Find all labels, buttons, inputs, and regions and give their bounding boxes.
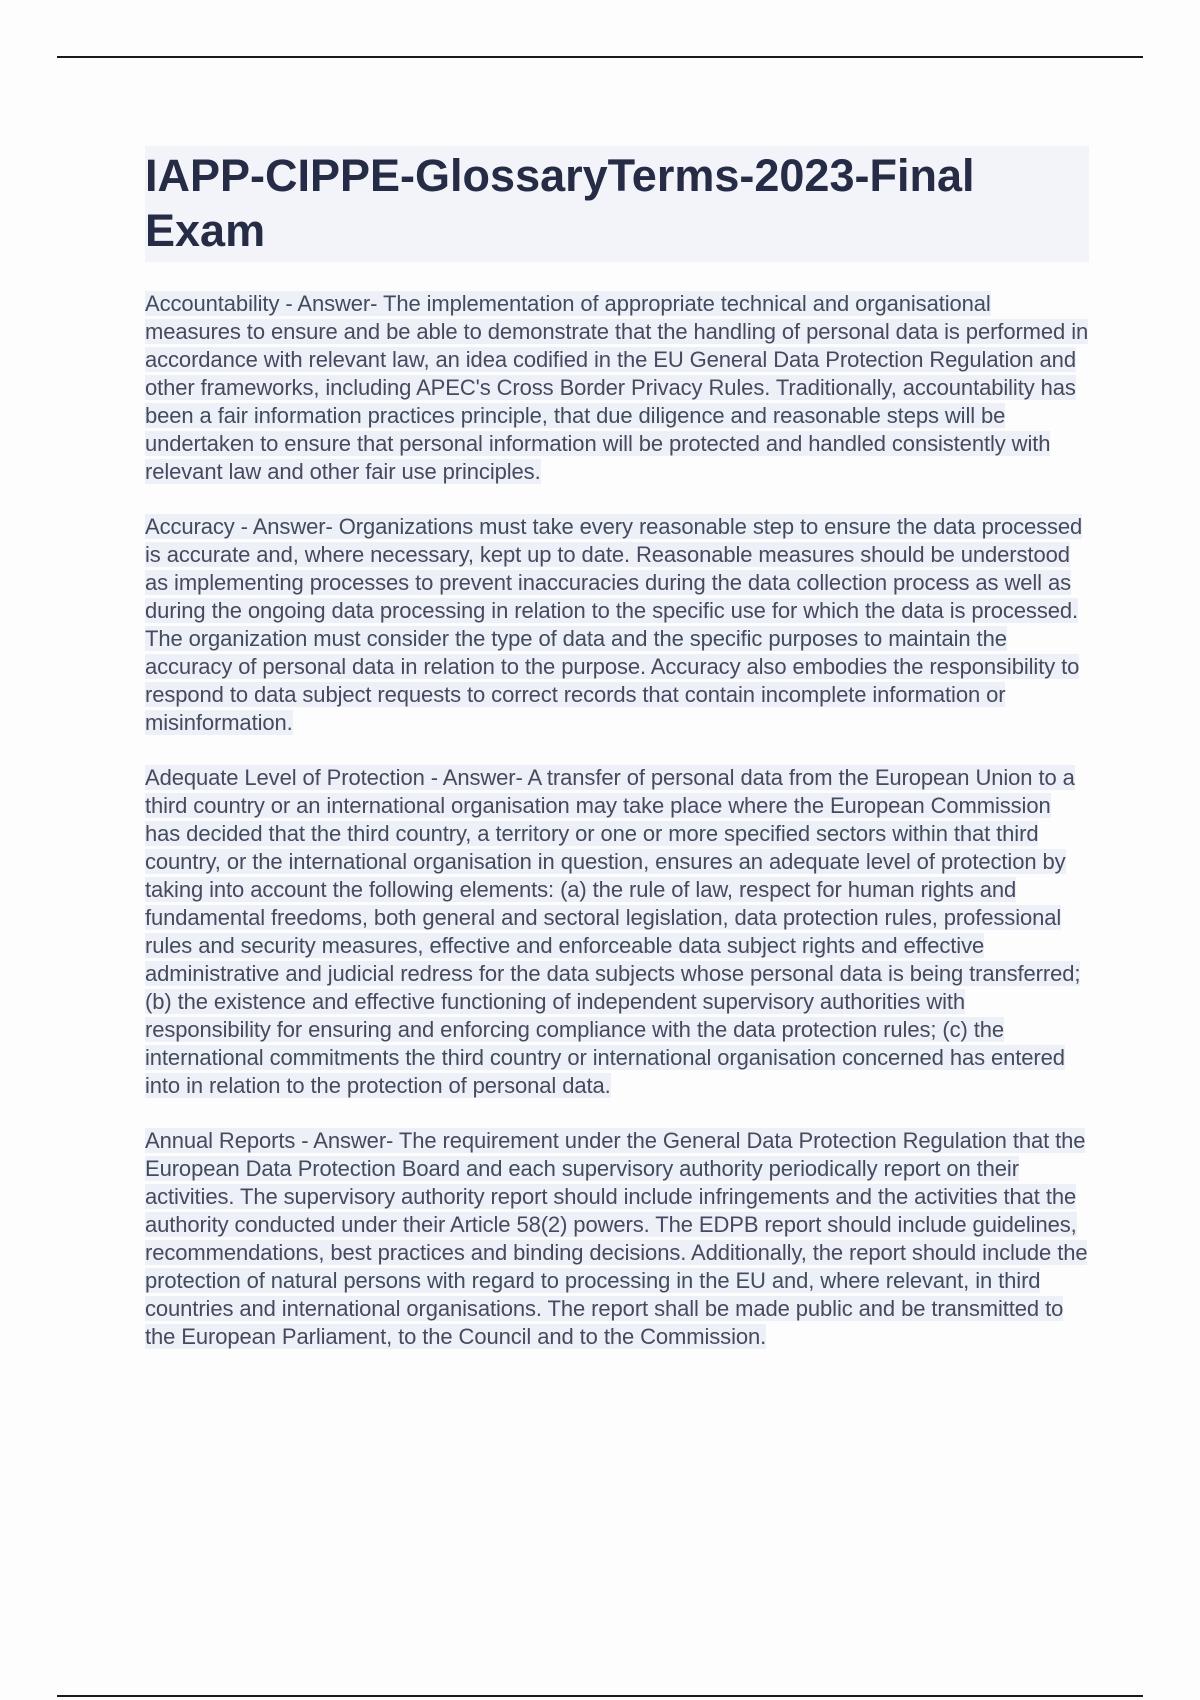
entry-text: Annual Reports - Answer- The requirement under the General Data Protection Regulation that the European Data Protection Board and each supervisory authority periodically report on their activities. The supervisory authority report should include infringements and the activities that the authority conducted under their Article 58(2) powers. The EDPB report should include guidelines, recommendations, best practices and binding decisions. Additionally, the report should include the protection of natural persons with regard to processing in the EU and, where relevant, in third countries and international organisations. The report shall be made public and be transmitted to the European Parliament, to the Council and to the Commission. bbox=[145, 1128, 1088, 1349]
glossary-entry-annual-reports bbox=[145, 1127, 1089, 1351]
page-title: IAPP-CIPPE-GlossaryTerms-2023-Final Exam bbox=[145, 150, 975, 256]
bottom-rule bbox=[57, 1695, 1143, 1697]
title-block bbox=[145, 146, 1089, 262]
glossary-entry-accountability bbox=[145, 290, 1089, 486]
glossary-entry-accuracy bbox=[145, 513, 1089, 737]
document-body bbox=[145, 146, 1089, 1378]
entry-text: Adequate Level of Protection - Answer- A transfer of personal data from the European Union to a third country or an international organisation may take place where the European Commission has decided that the third country, a territory or one or more specified sectors within that third country, or the international organisation in question, ensures an adequate level of protection by taking into account the following elements: (a) the rule of law, respect for human rights and fundamental freedoms, both general and sectoral legislation, data protection rules, professional rules and security measures, effective and enforceable data subject rights and effective administrative and judicial redress for the data subjects whose personal data is being transferred; (b) the existence and effective functioning of independent supervisory authorities with responsibility for ensuring and enforcing compliance with the data protection rules; (c) the international commitments the third country or international organisation concerned has entered into in relation to the protection of personal data. bbox=[145, 765, 1081, 1098]
entry-text: Accuracy - Answer- Organizations must take every reasonable step to ensure the data processed is accurate and, where necessary, kept up to date. Reasonable measures should be understood as implementing processes to prevent inaccuracies during the data collection process as well as during the ongoing data processing in relation to the specific use for which the data is processed. The organization must consider the type of data and the specific purposes to maintain the accuracy of personal data in relation to the purpose. Accuracy also embodies the responsibility to respond to data subject requests to correct records that contain incomplete information or misinformation. bbox=[145, 514, 1083, 735]
entry-text: Accountability - Answer- The implementation of appropriate technical and organisational measures to ensure and be able to demonstrate that the handling of personal data is performed in accordance with relevant law, an idea codified in the EU General Data Protection Regulation and other frameworks, including APEC's Cross Border Privacy Rules. Traditionally, accountability has been a fair information practices principle, that due diligence and reasonable steps will be undertaken to ensure that personal information will be protected and handled consistently with relevant law and other fair use principles. bbox=[145, 291, 1089, 484]
glossary-entries bbox=[145, 290, 1089, 1351]
top-rule bbox=[57, 56, 1143, 58]
glossary-entry-adequate-level-of-protection bbox=[145, 764, 1089, 1100]
